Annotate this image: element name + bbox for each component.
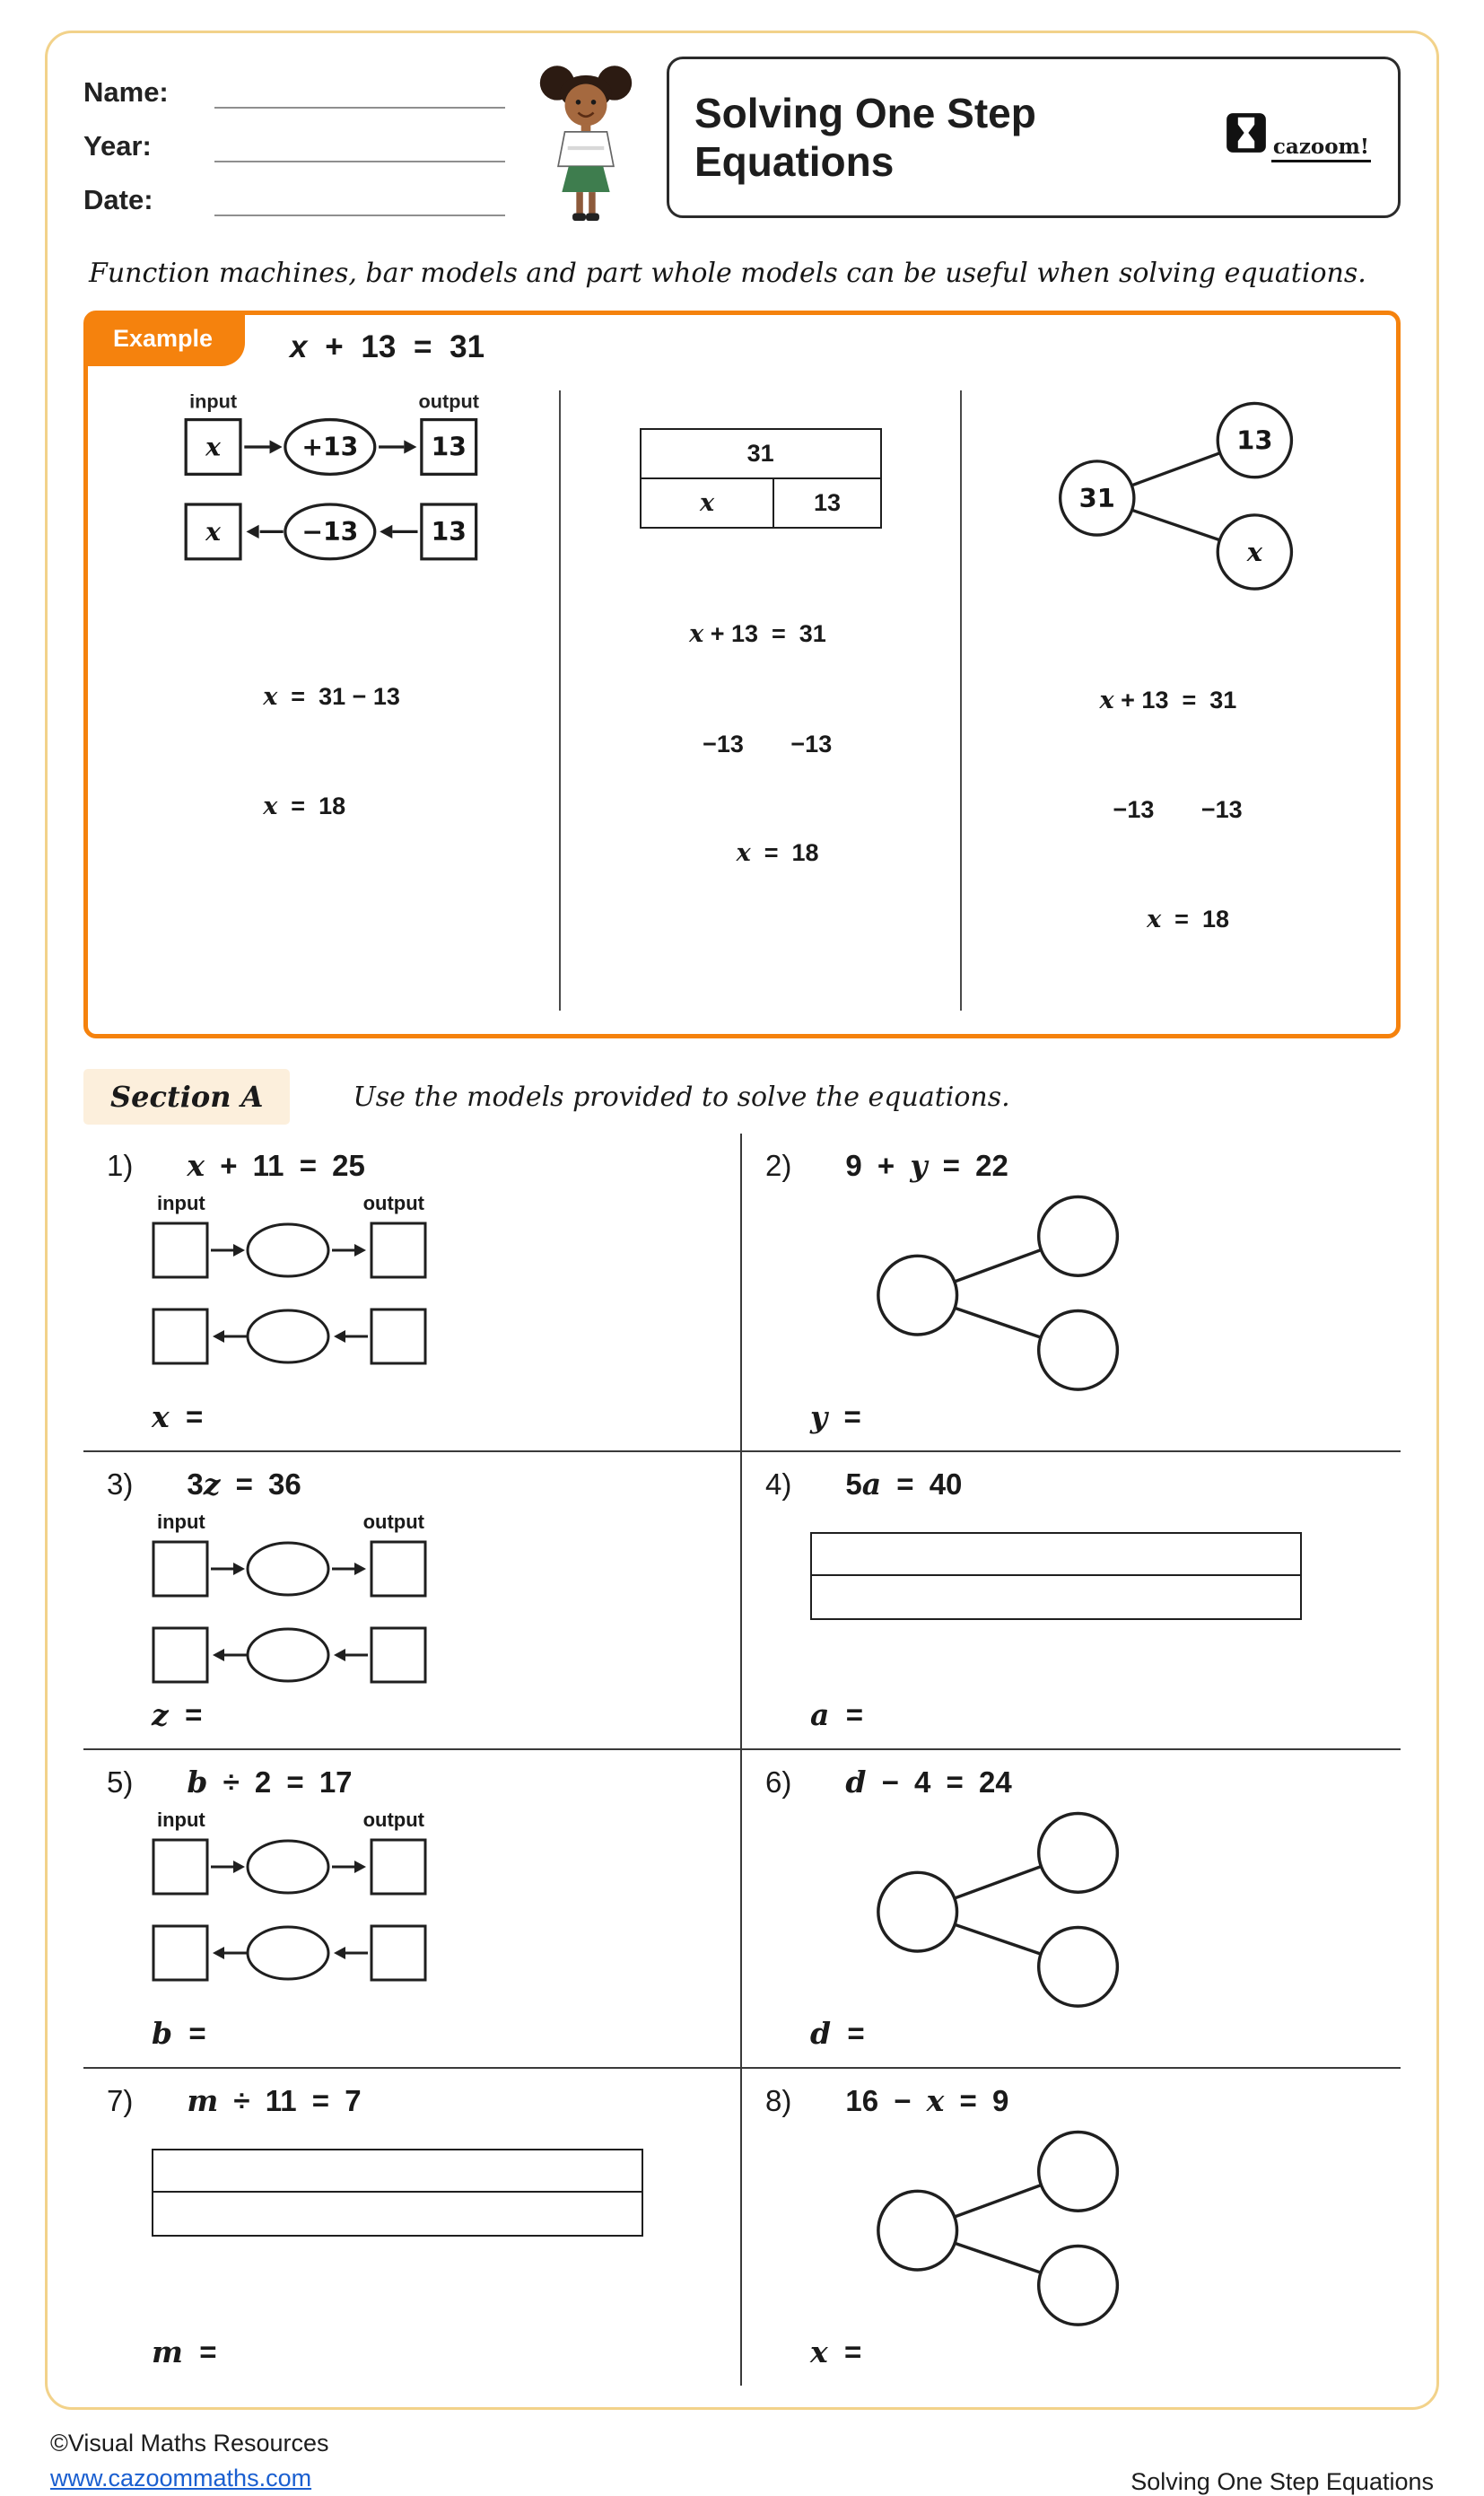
working-line: x = 31 − 13 — [263, 682, 400, 711]
output-label: output — [362, 1809, 424, 1832]
bar-total: 31 — [642, 430, 880, 479]
copyright-text: ©Visual Maths Resources — [50, 2429, 329, 2457]
problem-equation: 3z = 36 — [187, 1467, 301, 1502]
answer-line: d = — [810, 2015, 865, 2051]
bar-part-number: 13 — [813, 489, 842, 516]
part-whole-part-bottom: x — [1246, 536, 1263, 567]
function-machine-labels — [152, 1511, 430, 1537]
fm-row1-output: 13 — [431, 432, 467, 462]
output-label: output — [362, 1192, 424, 1215]
date-field-row — [83, 184, 505, 216]
date-label: Date: — [83, 184, 153, 215]
problem-head — [751, 1765, 1383, 1800]
working-line: x + 13 = 31 — [1099, 686, 1237, 714]
character-illustration — [528, 62, 643, 226]
year-input-line[interactable] — [214, 132, 505, 162]
problem-8 — [742, 2069, 1401, 2386]
example-body — [104, 390, 1380, 1011]
fm-row2-input: x — [205, 517, 221, 547]
problem-equation: 16 − x = 9 — [845, 2082, 1009, 2118]
problem-2 — [742, 1134, 1401, 1452]
part-whole-model — [866, 2122, 1135, 2329]
cazoom-logo — [1224, 109, 1373, 166]
name-input-line[interactable] — [214, 78, 505, 109]
bar-model — [810, 1532, 1302, 1620]
example-equation: x + 13 = 31 — [290, 329, 485, 364]
function-machine-model — [152, 1192, 430, 1373]
cazoom-logo-icon — [1226, 112, 1267, 153]
function-machine-model — [152, 1809, 430, 1990]
example-box — [83, 311, 1401, 1038]
input-label: input — [157, 1192, 205, 1215]
worksheet-page — [45, 31, 1439, 2410]
bar-part-variable: x — [642, 479, 775, 527]
problem-number: 8) — [765, 2083, 792, 2117]
bar-parts — [642, 479, 880, 527]
problem-head — [92, 1148, 722, 1183]
footer-credits — [50, 2426, 329, 2496]
title-box — [667, 57, 1401, 218]
part-whole-example-diagram — [1045, 390, 1296, 595]
problem-number: 1) — [107, 1149, 134, 1183]
answer-line: x = — [152, 1399, 204, 1435]
cazoom-logo-text: cazoom! — [1271, 133, 1371, 162]
working-line: −13 −13 — [1099, 796, 1243, 824]
function-machine-working — [263, 606, 400, 898]
problem-equation: m ÷ 11 = 7 — [187, 2082, 362, 2118]
fm-row2-output: 13 — [431, 517, 467, 547]
output-label: output — [418, 390, 479, 413]
working-line: x + 13 = 31 — [689, 620, 826, 648]
part-whole-working — [1100, 609, 1243, 1012]
bar-model — [152, 2149, 643, 2237]
answer-line: b = — [152, 2015, 206, 2051]
name-label: Name: — [83, 76, 169, 108]
example-bar-model-column — [559, 390, 960, 1011]
working-line: x = 18 — [736, 839, 819, 867]
function-machine-labels — [152, 1809, 430, 1835]
title-line-2: Equations — [694, 138, 895, 185]
problem-equation: d − 4 = 24 — [845, 1765, 1012, 1800]
problem-head — [751, 1148, 1383, 1183]
title-line-1: Solving One Step — [694, 89, 1036, 136]
problem-head — [92, 1765, 722, 1800]
problem-head — [92, 1467, 722, 1502]
fm-row1-operation: +13 — [301, 432, 358, 462]
bar-model-example — [640, 428, 882, 529]
input-label: input — [157, 1511, 205, 1534]
year-field-row — [83, 130, 505, 162]
bar-row — [812, 1534, 1300, 1576]
problem-equation: 9 + y = 22 — [845, 1148, 1008, 1184]
answer-line: y = — [810, 1399, 861, 1435]
problem-head — [751, 1467, 1383, 1502]
problems-grid — [83, 1134, 1401, 2385]
example-part-whole-column — [960, 390, 1380, 1011]
worksheet-title — [694, 89, 1036, 187]
problem-3 — [83, 1452, 742, 1750]
student-fields — [83, 57, 505, 238]
working-line: −13 −13 — [689, 730, 833, 758]
answer-line: x = — [810, 2334, 862, 2369]
header — [83, 57, 1401, 238]
problem-5 — [83, 1750, 742, 2069]
date-input-line[interactable] — [214, 186, 505, 216]
input-label: input — [157, 1809, 205, 1832]
problem-number: 6) — [765, 1765, 792, 1800]
year-label: Year: — [83, 130, 152, 162]
part-whole-model — [866, 1803, 1135, 2010]
section-a-label: Section A — [83, 1069, 290, 1125]
part-whole-part-top: 13 — [1236, 425, 1273, 456]
fm-row2-operation: −13 — [301, 517, 358, 547]
intro-text: Function machines, bar models and part whole models can be useful when solving equations. — [89, 258, 1366, 289]
bar-row — [153, 2150, 642, 2193]
problem-equation: x + 11 = 25 — [187, 1148, 365, 1184]
problem-number: 4) — [765, 1467, 792, 1502]
bar-row — [153, 2193, 642, 2235]
problem-4 — [742, 1452, 1401, 1750]
answer-line: a = — [810, 1697, 863, 1733]
function-machine-diagram — [152, 1218, 430, 1369]
problem-head — [92, 2083, 722, 2118]
problem-number: 5) — [107, 1765, 134, 1800]
problem-number: 2) — [765, 1149, 792, 1183]
name-field-row — [83, 76, 505, 109]
problem-6 — [742, 1750, 1401, 2069]
section-a-instruction: Use the models provided to solve the equations. — [353, 1081, 1010, 1113]
example-function-machine-column — [104, 390, 559, 1011]
function-machine-labels — [152, 1192, 430, 1218]
footer-page-title: Solving One Step Equations — [1130, 2467, 1434, 2495]
problem-head — [751, 2083, 1383, 2118]
problem-number: 3) — [107, 1467, 134, 1502]
problem-1 — [83, 1134, 742, 1452]
problem-number: 7) — [107, 2083, 134, 2117]
part-whole-whole: 31 — [1078, 482, 1115, 513]
answer-line: z = — [152, 1697, 203, 1733]
function-machine-model — [152, 1511, 430, 1692]
output-label: output — [362, 1511, 424, 1534]
bar-row — [812, 1576, 1300, 1618]
section-a-header — [83, 1069, 1401, 1125]
problem-equation: b ÷ 2 = 17 — [187, 1765, 353, 1800]
function-machine-example-diagram — [184, 390, 480, 591]
function-machine-diagram — [152, 1835, 430, 1985]
problem-7 — [83, 2069, 742, 2386]
bar-model-working — [689, 543, 832, 945]
working-line: x = 18 — [263, 793, 346, 821]
fm-row1-input: x — [205, 432, 221, 462]
working-line: x = 18 — [1147, 905, 1229, 933]
function-machine-diagram — [152, 1537, 430, 1687]
answer-line: m = — [152, 2334, 217, 2369]
part-whole-model — [866, 1187, 1135, 1394]
input-label: input — [188, 390, 237, 413]
example-tab: Example — [86, 313, 245, 366]
website-link[interactable]: www.cazoommaths.com — [50, 2464, 312, 2492]
problem-equation: 5a = 40 — [845, 1467, 963, 1502]
footer — [50, 2426, 1434, 2496]
